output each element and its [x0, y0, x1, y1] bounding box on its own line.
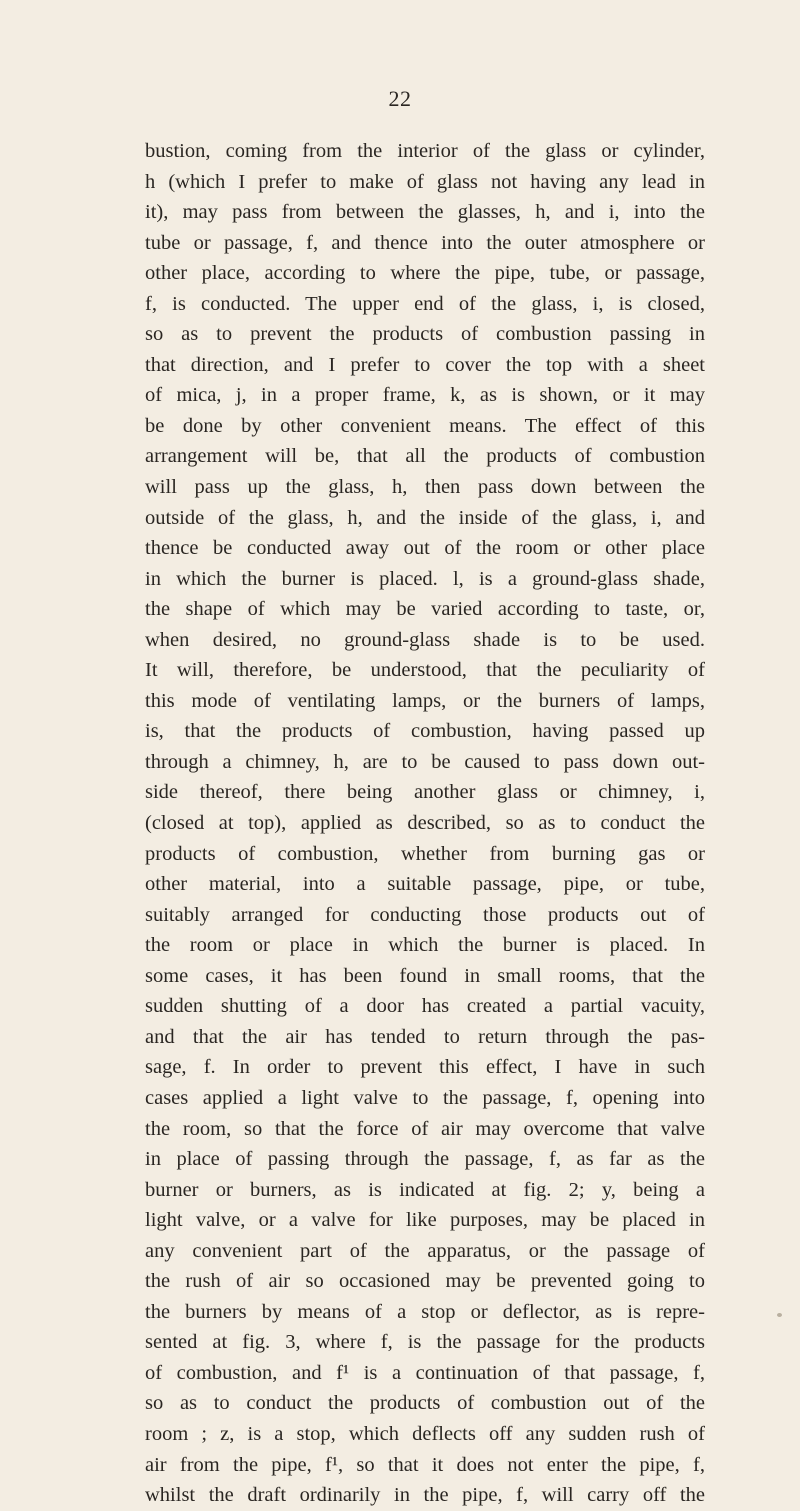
text-line: through a chimney, h, are to be caused to pass down out-	[145, 750, 705, 773]
text-line: suitably arranged for conducting those products out of	[145, 903, 705, 926]
text-line: cases applied a light valve to the passage, f, opening into	[145, 1086, 705, 1109]
text-line: will pass up the glass, h, then pass down between the	[145, 476, 705, 499]
text-line: bustion, coming from the interior of the glass or cylinder,	[145, 140, 705, 162]
text-line: the burners by means of a stop or deflector, as is repre-	[145, 1300, 705, 1323]
body-text	[145, 136, 705, 1511]
text-line: some cases, it has been found in small rooms, that the	[145, 964, 705, 987]
text-line: sage, f. In order to prevent this effect, I have in such	[145, 1056, 705, 1079]
text-line: the rush of air so occasioned may be prevented going to	[145, 1270, 705, 1293]
text-line: (closed at top), applied as described, so as to conduct the	[145, 812, 705, 835]
text-line: sudden shutting of a door has created a partial vacuity,	[145, 995, 705, 1018]
text-line: in which the burner is placed. l, is a ground-glass shade,	[145, 567, 705, 590]
text-line: air from the pipe, f¹, so that it does not enter the pipe, f,	[145, 1453, 705, 1476]
text-line: side thereof, there being another glass or chimney, i,	[145, 781, 705, 804]
text-line: of combustion, and f¹ is a continuation of that passage, f,	[145, 1361, 705, 1384]
text-line: products of combustion, whether from burning gas or	[145, 842, 705, 865]
text-line: of mica, j, in a proper frame, k, as is shown, or it may	[145, 384, 705, 407]
text-line: so as to conduct the products of combustion out of the	[145, 1392, 705, 1415]
text-line: arrangement will be, that all the products of combustion	[145, 445, 705, 468]
text-line: that direction, and I prefer to cover the top with a sheet	[145, 353, 705, 376]
text-line: when desired, no ground-glass shade is to be used.	[145, 628, 705, 651]
text-line: light valve, or a valve for like purposes, may be placed in	[145, 1209, 705, 1232]
text-line: the room or place in which the burner is placed. In	[145, 934, 705, 957]
text-line: the shape of which may be varied according to taste, or,	[145, 598, 705, 621]
text-line: f, is conducted. The upper end of the glass, i, is closed,	[145, 292, 705, 315]
text-line: sented at fig. 3, where f, is the passage for the products	[145, 1331, 705, 1354]
paper-speck	[777, 1313, 782, 1317]
text-line: it), may pass from between the glasses, h, and i, into the	[145, 201, 705, 224]
text-line: and that the air has tended to return through the pas-	[145, 1025, 705, 1048]
text-line: outside of the glass, h, and the inside of the glass, i, and	[145, 506, 705, 529]
text-line: is, that the products of combustion, having passed up	[145, 720, 705, 743]
text-line: room ; z, is a stop, which deflects off any sudden rush of	[145, 1422, 705, 1445]
text-line: other material, into a suitable passage, pipe, or tube,	[145, 873, 705, 896]
text-line: other place, according to where the pipe, tube, or passage,	[145, 262, 705, 285]
text-line: the room, so that the force of air may overcome that valve	[145, 1117, 705, 1140]
text-line: so as to prevent the products of combustion passing in	[145, 323, 705, 346]
text-line: any convenient part of the apparatus, or the passage of	[145, 1239, 705, 1262]
text-line: thence be conducted away out of the room or other place	[145, 537, 705, 560]
page-number: 22	[388, 86, 412, 111]
text-line: h (which I prefer to make of glass not having any lead in	[145, 170, 705, 193]
text-line: tube or passage, f, and thence into the outer atmosphere or	[145, 231, 705, 254]
text-line: It will, therefore, be understood, that the peculiarity of	[145, 659, 705, 682]
text-line: this mode of ventilating lamps, or the burners of lamps,	[145, 689, 705, 712]
text-line: in place of passing through the passage, f, as far as the	[145, 1148, 705, 1171]
text-line: burner or burners, as is indicated at fig. 2; y, being a	[145, 1178, 705, 1201]
text-line: whilst the draft ordinarily in the pipe, f, will carry off the	[145, 1484, 705, 1507]
text-line: be done by other convenient means. The effect of this	[145, 414, 705, 437]
